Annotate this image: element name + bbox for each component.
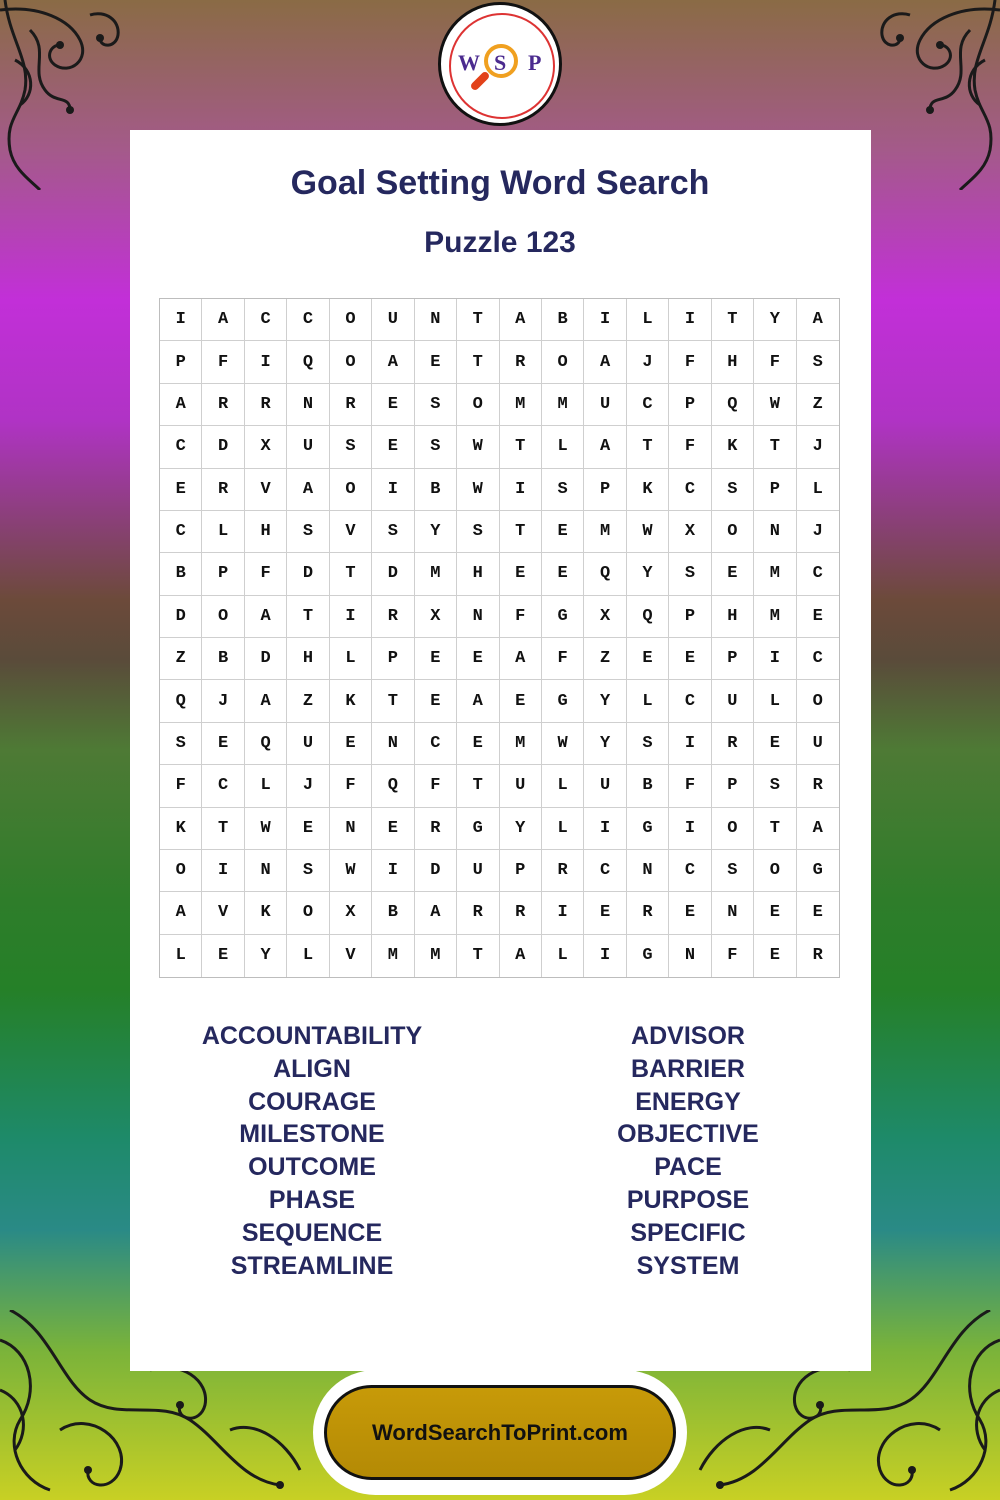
grid-cell[interactable]: S [160, 723, 202, 765]
grid-cell[interactable]: E [500, 553, 542, 595]
grid-cell[interactable]: A [372, 341, 414, 383]
grid-cell[interactable]: D [202, 426, 244, 468]
grid-cell[interactable]: I [584, 935, 626, 977]
grid-cell[interactable]: E [669, 892, 711, 934]
word-list-left [162, 1020, 462, 1282]
grid-cell[interactable]: O [330, 299, 372, 341]
grid-cell[interactable]: X [415, 596, 457, 638]
grid-cell[interactable]: U [797, 723, 839, 765]
word-list-item: OUTCOME [248, 1153, 376, 1182]
grid-cell[interactable]: F [160, 765, 202, 807]
grid-cell[interactable]: M [754, 553, 796, 595]
grid-cell[interactable]: I [669, 299, 711, 341]
grid-cell[interactable]: L [160, 935, 202, 977]
grid-cell[interactable]: S [797, 341, 839, 383]
grid-cell[interactable]: C [584, 850, 626, 892]
corner-ornament-top-left [0, 0, 150, 190]
grid-cell[interactable]: E [500, 680, 542, 722]
grid-cell[interactable]: H [287, 638, 329, 680]
grid-cell[interactable]: A [500, 299, 542, 341]
grid-cell[interactable]: E [754, 723, 796, 765]
grid-cell[interactable]: R [202, 384, 244, 426]
grid-cell[interactable]: L [542, 935, 584, 977]
grid-cell[interactable]: R [712, 723, 754, 765]
grid-cell[interactable]: T [500, 511, 542, 553]
grid-cell[interactable]: K [712, 426, 754, 468]
grid-cell[interactable]: X [330, 892, 372, 934]
grid-cell[interactable]: L [797, 469, 839, 511]
grid-cell[interactable]: I [584, 299, 626, 341]
grid-cell[interactable]: C [669, 469, 711, 511]
grid-cell[interactable]: K [627, 469, 669, 511]
word-list-item: SYSTEM [636, 1251, 740, 1280]
grid-cell[interactable]: U [287, 723, 329, 765]
logo-letter-w: W [458, 50, 480, 75]
grid-cell[interactable]: K [245, 892, 287, 934]
grid-cell[interactable]: P [754, 469, 796, 511]
grid-cell[interactable]: G [627, 808, 669, 850]
grid-cell[interactable]: A [202, 299, 244, 341]
grid-cell[interactable]: L [754, 680, 796, 722]
grid-cell[interactable]: W [457, 469, 499, 511]
word-list-item: OBJECTIVE [617, 1120, 759, 1149]
grid-cell[interactable]: V [330, 511, 372, 553]
grid-cell[interactable]: D [372, 553, 414, 595]
grid-cell[interactable]: K [330, 680, 372, 722]
grid-cell[interactable]: A [797, 299, 839, 341]
grid-cell[interactable]: V [245, 469, 287, 511]
grid-cell[interactable]: F [669, 765, 711, 807]
grid-cell[interactable]: I [202, 850, 244, 892]
grid-cell[interactable]: Z [797, 384, 839, 426]
grid-cell[interactable]: J [627, 341, 669, 383]
grid-cell[interactable]: T [457, 341, 499, 383]
grid-cell[interactable]: E [415, 680, 457, 722]
grid-cell[interactable]: O [542, 341, 584, 383]
grid-cell[interactable]: I [542, 892, 584, 934]
grid-cell[interactable]: C [202, 765, 244, 807]
grid-cell[interactable]: E [202, 723, 244, 765]
grid-cell[interactable]: C [160, 511, 202, 553]
grid-cell[interactable]: Y [584, 680, 626, 722]
grid-cell[interactable]: J [287, 765, 329, 807]
grid-cell[interactable]: S [330, 426, 372, 468]
grid-cell[interactable]: O [797, 680, 839, 722]
grid-cell[interactable]: U [584, 765, 626, 807]
grid-cell[interactable]: F [669, 426, 711, 468]
grid-cell[interactable]: A [160, 892, 202, 934]
grid-cell[interactable]: U [287, 426, 329, 468]
grid-cell[interactable]: B [202, 638, 244, 680]
grid-cell[interactable]: J [797, 426, 839, 468]
grid-cell[interactable]: P [669, 596, 711, 638]
grid-cell[interactable]: L [245, 765, 287, 807]
grid-cell[interactable]: E [372, 808, 414, 850]
grid-cell[interactable]: M [500, 384, 542, 426]
grid-cell[interactable]: R [372, 596, 414, 638]
grid-cell[interactable]: S [287, 850, 329, 892]
word-list-item: PHASE [268, 1185, 356, 1214]
grid-cell[interactable]: T [457, 765, 499, 807]
grid-cell[interactable]: E [542, 511, 584, 553]
grid-cell[interactable]: P [160, 341, 202, 383]
grid-cell[interactable]: F [669, 341, 711, 383]
grid-cell[interactable]: E [160, 469, 202, 511]
grid-cell[interactable]: E [754, 892, 796, 934]
grid-cell[interactable]: X [669, 511, 711, 553]
grid-cell[interactable]: N [712, 892, 754, 934]
grid-cell[interactable]: G [457, 808, 499, 850]
grid-cell[interactable]: B [627, 765, 669, 807]
grid-cell[interactable]: L [542, 808, 584, 850]
grid-cell[interactable]: A [584, 426, 626, 468]
grid-cell[interactable]: Q [584, 553, 626, 595]
grid-cell[interactable]: E [584, 892, 626, 934]
grid-cell[interactable]: D [415, 850, 457, 892]
word-list-item: SEQUENCE [241, 1218, 383, 1247]
grid-cell[interactable]: O [202, 596, 244, 638]
grid-cell[interactable]: G [627, 935, 669, 977]
grid-cell[interactable]: G [542, 596, 584, 638]
grid-cell[interactable]: R [457, 892, 499, 934]
grid-cell[interactable]: M [584, 511, 626, 553]
grid-cell[interactable]: I [584, 808, 626, 850]
grid-cell[interactable]: H [712, 341, 754, 383]
grid-cell[interactable]: E [627, 638, 669, 680]
grid-cell[interactable]: U [500, 765, 542, 807]
grid-cell[interactable]: E [202, 935, 244, 977]
grid-cell[interactable]: V [330, 935, 372, 977]
grid-cell[interactable]: S [372, 511, 414, 553]
grid-cell[interactable]: B [372, 892, 414, 934]
grid-cell[interactable]: T [287, 596, 329, 638]
grid-cell[interactable]: O [287, 892, 329, 934]
grid-cell[interactable]: E [754, 935, 796, 977]
grid-cell[interactable]: O [712, 511, 754, 553]
grid-cell[interactable]: H [245, 511, 287, 553]
grid-cell[interactable]: W [245, 808, 287, 850]
grid-cell[interactable]: S [712, 850, 754, 892]
grid-cell[interactable]: A [245, 596, 287, 638]
grid-cell[interactable]: E [415, 341, 457, 383]
grid-cell[interactable]: X [245, 426, 287, 468]
grid-cell[interactable]: E [457, 723, 499, 765]
grid-cell[interactable]: L [627, 680, 669, 722]
grid-cell[interactable]: T [712, 299, 754, 341]
grid-cell[interactable]: Z [160, 638, 202, 680]
grid-cell[interactable]: F [712, 935, 754, 977]
word-list-item: PURPOSE [626, 1185, 750, 1214]
grid-cell[interactable]: K [160, 808, 202, 850]
grid-cell[interactable]: A [415, 892, 457, 934]
grid-cell[interactable]: D [245, 638, 287, 680]
grid-cell[interactable]: P [712, 765, 754, 807]
puzzle-number: Puzzle 123 [424, 226, 576, 259]
grid-cell[interactable]: F [500, 596, 542, 638]
letter-grid [159, 298, 840, 978]
grid-cell[interactable]: C [415, 723, 457, 765]
grid-cell[interactable]: I [372, 850, 414, 892]
grid-cell[interactable]: P [712, 638, 754, 680]
grid-cell[interactable]: M [542, 384, 584, 426]
grid-cell[interactable]: U [372, 299, 414, 341]
grid-cell[interactable]: Y [500, 808, 542, 850]
grid-cell[interactable]: E [415, 638, 457, 680]
grid-cell[interactable]: I [500, 469, 542, 511]
grid-cell[interactable]: E [372, 426, 414, 468]
grid-cell[interactable]: P [669, 384, 711, 426]
grid-cell[interactable]: S [627, 723, 669, 765]
website-link-button[interactable]: WordSearchToPrint.com [324, 1385, 676, 1480]
grid-cell[interactable]: S [542, 469, 584, 511]
grid-cell[interactable]: R [500, 892, 542, 934]
grid-cell[interactable]: M [372, 935, 414, 977]
grid-cell[interactable]: I [754, 638, 796, 680]
grid-cell[interactable]: Y [245, 935, 287, 977]
grid-cell[interactable]: E [797, 596, 839, 638]
grid-cell[interactable]: A [797, 808, 839, 850]
grid-cell[interactable]: R [812, 946, 823, 966]
grid-cell[interactable]: Z [584, 638, 626, 680]
grid-cell[interactable]: L [287, 935, 329, 977]
page-title: Goal Setting Word Search [290, 164, 710, 202]
grid-cell[interactable]: F [542, 638, 584, 680]
grid-cell[interactable]: W [627, 511, 669, 553]
grid-cell[interactable]: Q [160, 680, 202, 722]
grid-cell[interactable]: W [542, 723, 584, 765]
grid-cell[interactable]: J [797, 511, 839, 553]
grid-cell[interactable]: R [245, 384, 287, 426]
grid-cell[interactable]: E [372, 384, 414, 426]
grid-cell[interactable]: F [415, 765, 457, 807]
grid-cell[interactable]: R [797, 765, 839, 807]
grid-cell[interactable]: L [330, 638, 372, 680]
word-list-item: SPECIFIC [630, 1218, 746, 1247]
grid-cell[interactable]: N [415, 299, 457, 341]
grid-cell[interactable]: I [372, 469, 414, 511]
grid-cell[interactable]: D [287, 553, 329, 595]
word-list-item: STREAMLINE [230, 1251, 394, 1280]
grid-cell[interactable]: F [202, 341, 244, 383]
grid-cell[interactable]: U [457, 850, 499, 892]
grid-cell[interactable]: S [415, 426, 457, 468]
logo-letter-p: P [528, 50, 542, 75]
grid-cell[interactable]: R [627, 892, 669, 934]
grid-cell[interactable]: P [202, 553, 244, 595]
corner-ornament-top-right [850, 0, 1000, 190]
grid-cell[interactable]: C [669, 850, 711, 892]
grid-cell[interactable]: R [542, 850, 584, 892]
grid-cell[interactable]: S [415, 384, 457, 426]
grid-cell[interactable]: B [542, 299, 584, 341]
grid-cell[interactable]: Q [712, 384, 754, 426]
word-list-right [538, 1020, 838, 1282]
grid-cell[interactable]: R [202, 469, 244, 511]
grid-cell[interactable]: L [202, 511, 244, 553]
grid-cell[interactable]: A [584, 341, 626, 383]
grid-cell[interactable]: U [712, 680, 754, 722]
grid-cell[interactable]: P [372, 638, 414, 680]
grid-cell[interactable]: Y [627, 553, 669, 595]
grid-cell[interactable]: T [500, 426, 542, 468]
grid-cell[interactable]: I [330, 596, 372, 638]
grid-cell[interactable]: O [330, 469, 372, 511]
grid-cell[interactable]: T [457, 299, 499, 341]
grid-cell[interactable]: B [415, 469, 457, 511]
grid-cell[interactable]: N [754, 511, 796, 553]
word-list-item: COURAGE [248, 1087, 376, 1116]
grid-cell[interactable]: N [669, 935, 711, 977]
grid-cell[interactable]: D [160, 596, 202, 638]
grid-cell[interactable]: R [500, 341, 542, 383]
grid-cell[interactable]: A [500, 638, 542, 680]
grid-cell[interactable]: Q [287, 341, 329, 383]
grid-cell[interactable]: B [160, 553, 202, 595]
grid-cell[interactable]: C [669, 680, 711, 722]
grid-cell[interactable]: W [754, 384, 796, 426]
grid-cell[interactable]: Z [287, 680, 329, 722]
grid-cell[interactable]: F [245, 553, 287, 595]
word-list-item: ENERGY [635, 1087, 741, 1116]
word-list-item: MILESTONE [239, 1120, 385, 1149]
grid-cell[interactable]: A [245, 680, 287, 722]
grid-cell[interactable]: E [287, 808, 329, 850]
grid-cell[interactable]: N [330, 808, 372, 850]
grid-cell[interactable]: Q [372, 765, 414, 807]
grid-cell[interactable]: P [584, 469, 626, 511]
grid-cell[interactable]: A [457, 680, 499, 722]
grid-cell[interactable]: O [712, 808, 754, 850]
grid-cell[interactable]: M [415, 935, 457, 977]
word-list-item: BARRIER [631, 1054, 745, 1083]
grid-cell[interactable]: J [202, 680, 244, 722]
grid-cell[interactable]: W [330, 850, 372, 892]
grid-cell[interactable]: E [669, 638, 711, 680]
grid-cell[interactable]: M [754, 596, 796, 638]
grid-cell[interactable]: Y [754, 299, 796, 341]
grid-cell[interactable]: Y [415, 511, 457, 553]
grid-cell[interactable]: O [754, 850, 796, 892]
grid-cell[interactable]: T [372, 680, 414, 722]
grid-cell[interactable]: Y [584, 723, 626, 765]
grid-cell[interactable]: G [542, 680, 584, 722]
grid-cell[interactable]: Q [627, 596, 669, 638]
grid-cell[interactable]: E [712, 553, 754, 595]
grid-cell[interactable]: E [457, 638, 499, 680]
grid-cell[interactable]: P [500, 850, 542, 892]
grid-cell[interactable]: T [457, 935, 499, 977]
grid-cell[interactable]: L [627, 299, 669, 341]
grid-cell[interactable]: E [330, 723, 372, 765]
grid-cell[interactable]: N [372, 723, 414, 765]
word-list-item: PACE [654, 1153, 722, 1182]
grid-cell[interactable]: C [627, 384, 669, 426]
grid-cell[interactable]: R [330, 384, 372, 426]
grid-cell[interactable]: V [202, 892, 244, 934]
grid-cell[interactable]: N [457, 596, 499, 638]
grid-cell[interactable]: H [457, 553, 499, 595]
grid-cell[interactable]: S [669, 553, 711, 595]
grid-cell[interactable]: C [160, 426, 202, 468]
grid-cell[interactable]: C [245, 299, 287, 341]
grid-cell[interactable]: I [669, 723, 711, 765]
logo-letter-s: S [494, 50, 507, 75]
grid-cell[interactable]: A [500, 935, 542, 977]
grid-cell[interactable]: Q [245, 723, 287, 765]
word-list-item: ALIGN [273, 1054, 351, 1083]
grid-cell[interactable]: I [245, 341, 287, 383]
grid-cell[interactable]: F [754, 341, 796, 383]
grid-cell[interactable]: S [712, 469, 754, 511]
grid-cell[interactable]: C [797, 553, 839, 595]
grid-cell[interactable]: T [754, 426, 796, 468]
grid-cell[interactable]: T [754, 808, 796, 850]
word-list-item: ACCOUNTABILITY [201, 1022, 423, 1050]
grid-cell[interactable]: U [584, 384, 626, 426]
wsp-logo[interactable] [438, 2, 562, 126]
grid-cell[interactable]: O [457, 384, 499, 426]
grid-cell[interactable]: N [287, 384, 329, 426]
grid-cell[interactable]: S [457, 511, 499, 553]
grid-cell[interactable]: F [330, 765, 372, 807]
grid-cell[interactable]: X [584, 596, 626, 638]
grid-cell[interactable]: A [160, 384, 202, 426]
grid-cell[interactable]: O [160, 850, 202, 892]
grid-cell[interactable]: A [287, 469, 329, 511]
grid-cell[interactable]: W [457, 426, 499, 468]
grid-cell[interactable]: I [160, 299, 202, 341]
grid-cell[interactable]: T [202, 808, 244, 850]
grid-cell[interactable]: O [330, 341, 372, 383]
grid-cell[interactable]: N [245, 850, 287, 892]
grid-cell[interactable]: T [330, 553, 372, 595]
grid-cell[interactable]: N [627, 850, 669, 892]
grid-cell[interactable]: C [287, 299, 329, 341]
grid-cell[interactable]: G [797, 850, 839, 892]
grid-cell[interactable]: E [542, 553, 584, 595]
grid-cell[interactable]: R [415, 808, 457, 850]
grid-cell[interactable]: M [500, 723, 542, 765]
grid-cell[interactable]: E [797, 892, 839, 934]
grid-cell[interactable]: M [415, 553, 457, 595]
word-list-item: ADVISOR [631, 1022, 745, 1050]
grid-cell[interactable]: S [287, 511, 329, 553]
grid-cell[interactable]: L [542, 765, 584, 807]
grid-cell[interactable]: H [712, 596, 754, 638]
grid-cell[interactable]: L [542, 426, 584, 468]
grid-cell[interactable]: S [754, 765, 796, 807]
grid-cell[interactable]: I [669, 808, 711, 850]
grid-cell[interactable]: T [627, 426, 669, 468]
grid-cell[interactable]: C [797, 638, 839, 680]
